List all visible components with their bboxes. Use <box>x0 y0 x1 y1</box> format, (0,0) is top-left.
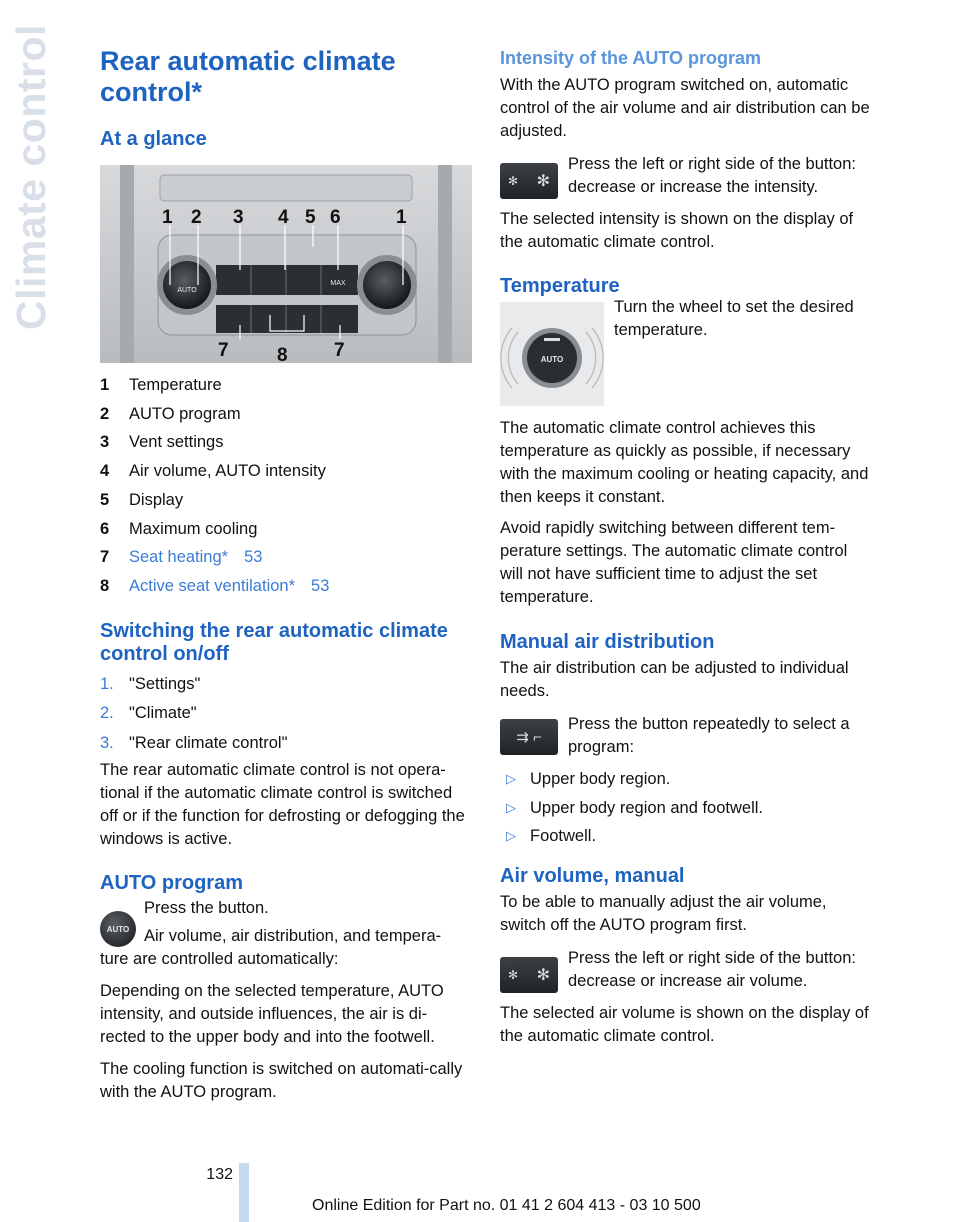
air-distribution-icon: ⇉ ⌐ <box>516 729 542 746</box>
page-number: 132 <box>206 1166 233 1183</box>
fan-large-icon: ✻ <box>536 173 550 190</box>
legend-list <box>100 371 472 601</box>
manual-distribution-heading: Manual air distribution <box>500 631 715 653</box>
step-item: 1. "Settings" <box>100 674 201 693</box>
temperature-wheel-label: AUTO <box>540 355 564 364</box>
bullet-item: ▷ Footwell. <box>506 827 597 845</box>
bullet-item: ▷ Upper body region. <box>506 770 671 788</box>
legend-item: 1 Temperature <box>100 376 222 394</box>
volume-p2: The selected air volume is shown on the display of the automatic climate control. <box>500 1003 869 1045</box>
side-tab <box>0 0 70 340</box>
intensity-p1: With the AUTO program switched on, automatic control of the air volume and air distribution can be adjusted. <box>500 76 870 140</box>
auto-button-row <box>100 897 472 948</box>
footer-bar <box>239 1163 249 1222</box>
bullet-item: ▷ Upper body region and footwell. <box>506 798 763 817</box>
switching-steps <box>100 670 472 759</box>
volume-button-text: Press the left or right side of the button: decrease or increase air volume. <box>568 948 856 990</box>
callout-1-left: 1 <box>162 207 173 228</box>
legend-item-seat-heating-link[interactable]: 7 Seat heating* 53 <box>100 548 263 567</box>
step-item: 2. "Climate" <box>100 704 197 723</box>
control-panel-figure <box>100 165 472 363</box>
volume-button-row <box>500 947 874 993</box>
edition-footer: Online Edition for Part no. 01 41 2 604 413 - 03 10 500 <box>312 1197 701 1214</box>
legend-item: 5 Display <box>100 490 184 509</box>
temperature-wheel-image <box>500 302 604 406</box>
auto-p2a: Air volume, air distribution, and tempera- <box>144 927 442 946</box>
legend-item: 3 Vent settings <box>100 433 224 452</box>
auto-button-label: AUTO <box>106 924 130 934</box>
manual-button-text: Press the button repeatedly to select a program: <box>568 715 850 756</box>
volume-p1: To be able to manually adjust the air volume, switch off the AUTO program first. <box>500 892 827 934</box>
max-label: MAX <box>330 280 346 287</box>
control-panel-illustration <box>100 165 472 363</box>
intensity-button-row <box>500 153 874 199</box>
fan-button-volume <box>500 957 558 993</box>
manual-button-row <box>500 713 874 759</box>
auto-p4: The cooling function is switched on automati-cally with the AUTO program. <box>100 1060 463 1102</box>
at-a-glance-heading: At a glance <box>100 128 207 150</box>
fan-button-intensity <box>500 163 558 199</box>
legend-item: 6 Maximum cooling <box>100 519 258 538</box>
temperature-text: Turn the wheel to set the desired temperature. <box>614 298 854 339</box>
step-item: 3. "Rear climate control" <box>100 733 288 752</box>
knob-auto-label: AUTO <box>177 287 197 294</box>
distribution-options <box>500 765 874 851</box>
temperature-p1: The automatic climate control achieves this temperature as quickly as possible, if necessary with the maximum cooling or heating capacity, and then keeps it constant. <box>500 419 869 506</box>
callout-7-right: 7 <box>334 340 345 361</box>
auto-p2b: ture are controlled automatically: <box>100 950 339 969</box>
legend-item: 4 Air volume, AUTO intensity <box>100 462 326 481</box>
callout-2: 2 <box>191 207 202 228</box>
auto-program-heading: AUTO program <box>100 872 243 895</box>
side-tab-label: Climate control <box>8 24 54 330</box>
callout-4: 4 <box>278 207 289 228</box>
intensity-p2: The selected intensity is shown on the display of the automatic climate control. <box>500 210 854 251</box>
callout-6: 6 <box>330 207 341 228</box>
left-column <box>100 40 472 1104</box>
callout-3: 3 <box>233 207 244 228</box>
temperature-p2: Avoid rapidly switching between different tem-perature settings. The automatic climate control will not have sufficient time to adjust the set temperature. <box>500 519 848 606</box>
temperature-heading: Temperature <box>500 275 620 297</box>
callout-1-right: 1 <box>396 207 407 228</box>
legend-item: 2 AUTO program <box>100 404 241 423</box>
auto-p1: Press the button. <box>144 899 269 918</box>
temperature-row <box>500 298 874 406</box>
fan-small-icon: ✻ <box>508 174 519 188</box>
fan-small-icon: ✻ <box>508 967 519 982</box>
auto-p3: Depending on the selected temperature, AUTO intensity, and outside influences, the air is di-rected to the upper body and into the footwell. <box>100 982 444 1047</box>
switching-note: The rear automatic climate control is not opera-tional if the automatic climate control is switched off or if the function for defrosting or defogging the windows is active. <box>100 761 465 849</box>
intensity-button-text: Press the left or right side of the button: decrease or increase the intensity. <box>568 155 856 196</box>
air-volume-heading: Air volume, manual <box>500 864 685 887</box>
callout-8: 8 <box>277 345 288 363</box>
callout-5: 5 <box>305 207 316 228</box>
intensity-heading: Intensity of the AUTO program <box>500 48 762 68</box>
page-title: Rear automatic climate control* <box>100 46 396 107</box>
auto-button-icon <box>100 911 136 947</box>
fan-large-icon: ✻ <box>536 966 550 984</box>
legend-item-seat-ventilation-link[interactable]: 8 Active seat ventilation* 53 <box>100 576 330 595</box>
air-distribution-button <box>500 719 558 755</box>
manual-p1: The air distribution can be adjusted to individual needs. <box>500 659 849 700</box>
right-column <box>500 40 874 1048</box>
switching-heading: Switching the rear automatic climate control on/off <box>100 619 448 665</box>
callout-7-left: 7 <box>218 340 229 361</box>
